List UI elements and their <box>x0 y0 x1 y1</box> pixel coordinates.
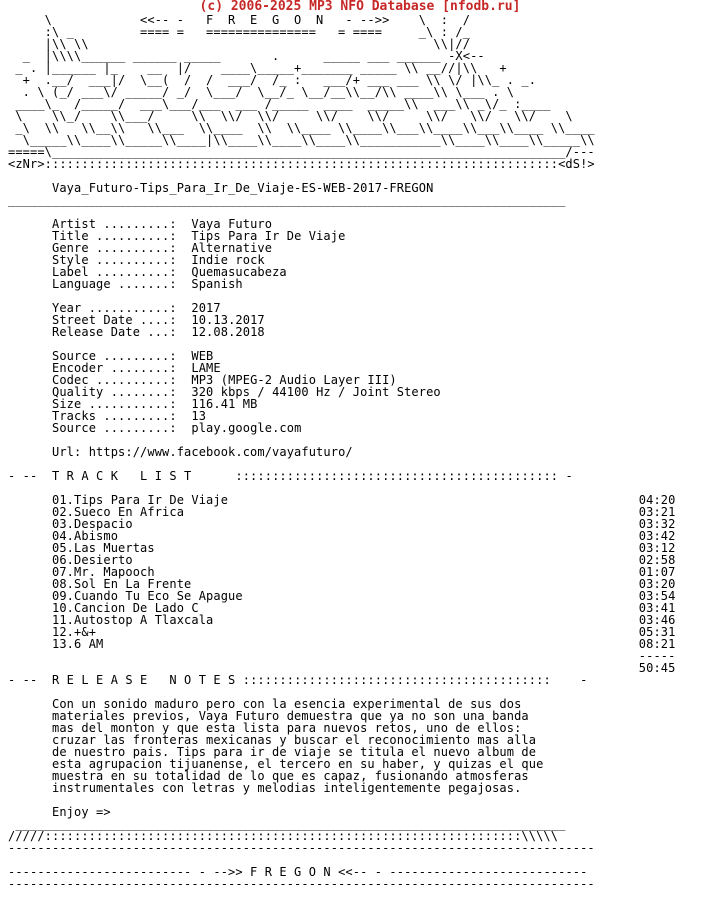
notes-line <box>8 782 676 794</box>
info-label: Genre ..........: <box>52 241 177 255</box>
track-time: 03:54 <box>638 589 676 603</box>
info-value: WEB <box>191 349 214 363</box>
logo-line: ____\_ /_____/ ___\___/___ ___ /_____ ____ _____\\ ___\\ _\/_ :____ <box>8 97 551 111</box>
info-label: Codec ..........: <box>52 373 177 387</box>
section-rule-end: - <box>565 469 573 483</box>
info-value: Quemasucabeza <box>191 265 287 279</box>
gap <box>177 325 192 339</box>
track-time: 03:41 <box>638 601 676 615</box>
track-time: 03:32 <box>638 517 676 531</box>
logo-line: =====\______________________________________________________________________/--- <box>8 145 595 159</box>
track-title: 11.Autostop A Tlaxcala <box>52 613 214 627</box>
footer-rule: -------------------------------------------------------------------------------- <box>8 841 595 855</box>
release-notes-fill: :::::::::::::::::::::::::::::::::::::::::: <box>242 673 551 687</box>
footer-rule-bottom: -------------------------------------------------------------------------------- <box>8 877 595 891</box>
url-line: Url: https://www.facebook.com/vayafuturo/ <box>52 445 353 459</box>
tracklist-fill: :::::::::::::::::::::::::::::::::::::::::::: <box>235 469 559 483</box>
track-time: 05:31 <box>638 625 676 639</box>
info-value: LAME <box>191 361 221 375</box>
notes-text: mas del monton y que esta lista para nuevos retos, uno de ellos: <box>52 721 522 735</box>
info-value: Vaya Futuro <box>191 217 273 231</box>
nfo-document <box>8 14 676 890</box>
section-rule: - -- <box>8 673 38 687</box>
track-time: 08:21 <box>638 637 676 651</box>
footer-sign-right: <<-- - --------------------------- <box>330 865 588 879</box>
gap <box>177 277 192 291</box>
section-rule-end: - <box>580 673 588 687</box>
info-label: Source .........: <box>52 349 177 363</box>
footer-top-rule: ___________________________________________________________________________ <box>8 817 566 831</box>
info-value: 320 kbps / 44100 Hz / Joint Stereo <box>191 385 441 399</box>
info-label: Year ...........: <box>52 301 177 315</box>
footer-art: /////:::::::::::::::::::::::::::::::::::::::::::::::::::::::::::::::::\\\\\ <box>8 829 559 843</box>
total-rule: ----- <box>638 649 676 663</box>
track-time: 02:58 <box>638 553 676 567</box>
track-title: 10.Cancion De Lado C <box>52 601 199 615</box>
notes-text: cruzar las fronteras mexicanas y buscar el reconocimiento mas alla <box>52 733 537 747</box>
info-label: Label ..........: <box>52 265 177 279</box>
track-title: 01.Tips Para Ir De Viaje <box>52 493 229 507</box>
info-row <box>8 326 676 338</box>
info-value: 12.08.2018 <box>191 325 265 339</box>
logo-line: :\ _ ==== = =============== = ==== _\ : /_ <box>8 25 471 39</box>
info-value: 10.13.2017 <box>191 313 265 327</box>
track-list <box>8 494 676 650</box>
info-value: MP3 (MPEG-2 Audio Layer III) <box>191 373 397 387</box>
track-title: 13.6 AM <box>52 637 104 651</box>
info-label: Release Date ...: <box>52 325 177 339</box>
info-label: Encoder ........: <box>52 361 177 375</box>
track-time: 04:20 <box>638 493 676 507</box>
track-time: 03:20 <box>638 577 676 591</box>
track-title: 03.Despacio <box>52 517 133 531</box>
info-row <box>8 278 676 290</box>
logo-line: . \ (_/ ___\/ _____/ _/ \___/ \__/_ \__/__\\__/\\ ____\\ \___ . \ <box>8 85 529 99</box>
track-time: 01:07 <box>638 565 676 579</box>
logo-line: |\\ \\ \\|// <box>8 37 471 51</box>
section-rule: - -- <box>8 469 38 483</box>
info-label: Source .........: <box>52 421 177 435</box>
track-title: 05.Las Muertas <box>52 541 155 555</box>
notes-text: instrumentales con letras y melodias inteligentemente pegajosas. <box>52 781 522 795</box>
track-title: 06.Desierto <box>52 553 133 567</box>
logo-line: \ <<-- - F R E G O N - -->> \ : / <box>8 13 471 27</box>
track-time: 03:46 <box>638 613 676 627</box>
logo-line: \_____\\____\\_____\\____|\\____\\____\\____\\___________\\____\\____\\_____\\ <box>8 133 595 147</box>
notes-text: Con un sonido maduro pero con la esencia experimental de sus dos <box>52 697 522 711</box>
ascii-logo <box>8 14 676 170</box>
info-label: Street Date ....: <box>52 313 177 327</box>
track-title: 09.Cuando Tu Eco Se Apague <box>52 589 243 603</box>
info-value: Alternative <box>191 241 273 255</box>
info-value: play.google.com <box>191 421 302 435</box>
logo-line: _ . |______ |_ __ |/ ____\_____+_______ _____ \\ __//|\\ + <box>8 61 507 75</box>
notes-text: esta agrupacion tijuanense, el tercero en su haber, y quizas el que <box>52 757 544 771</box>
info-label: Language .......: <box>52 277 177 291</box>
info-label: Size ...........: <box>52 397 177 411</box>
info-label: Style ..........: <box>52 253 177 267</box>
track-title: 12.+&+ <box>52 625 97 639</box>
info-label: Quality ........: <box>52 385 177 399</box>
logo-line: + .__/ ___|/ \__( / / ___/ /_ : ___/+ ___ ___ \\ \/ |\\_ . _. <box>8 73 537 87</box>
logo-line: \ \\_/ \\___/ \\ \\/ \\/ \\/ \\/ \\/ \\/ \\/ \ <box>8 109 581 123</box>
footer-sign-left: ------------------------- - -->> <box>8 865 251 879</box>
track-time: 03:12 <box>638 541 676 555</box>
info-row <box>8 422 676 434</box>
info-value: 2017 <box>191 301 221 315</box>
notes-text: muestra en su totalidad de lo que es capaz, fusionando atmosferas <box>52 769 529 783</box>
info-label: Tracks .........: <box>52 409 177 423</box>
info-value: Indie rock <box>191 253 265 267</box>
notes-text: materiales previos, Vaya Futuro demuestra que ya no son una banda <box>52 709 529 723</box>
nfodb-copyright-header: (c) 2006-2025 MP3 NFO Database [nfodb.ru] <box>199 0 521 14</box>
footer-sign-name: F R E G O N <box>250 865 331 879</box>
track-title: 08.Sol En La Frente <box>52 577 192 591</box>
logo-line: _ |\\\\______ ______ _____ . _____ ___ ______ -X<-- <box>8 49 485 63</box>
track-title: 04.Abismo <box>52 529 119 543</box>
logo-line: <zNr>::::::::::::::::::::::::::::::::::::::::::::::::::::::::::::::::::::::<dS!> <box>8 157 595 171</box>
info-value: Tips Para Ir De Viaje <box>191 229 346 243</box>
gap <box>177 421 192 435</box>
divider: ____________________________________________________________________________ <box>8 193 566 207</box>
info-value: Spanish <box>191 277 243 291</box>
release-name: Vaya_Futuro-Tips_Para_Ir_De_Viaje-ES-WEB-2017-FREGON <box>52 181 434 195</box>
release-info <box>8 218 676 434</box>
track-title: 02.Sueco En Africa <box>52 505 185 519</box>
info-value: 116.41 MB <box>191 397 258 411</box>
track-time: 03:42 <box>638 529 676 543</box>
info-value: 13 <box>191 409 207 423</box>
notes-text: de nuestro pais. Tips para ir de viaje se titula el nuevo album de <box>52 745 537 759</box>
enjoy-line: Enjoy => <box>52 805 111 819</box>
info-label: Title ..........: <box>52 229 177 243</box>
info-label: Artist .........: <box>52 217 177 231</box>
tracklist-title: T R A C K L I S T <box>52 469 192 483</box>
track-title: 07.Mr. Mapooch <box>52 565 155 579</box>
track-time: 03:21 <box>638 505 676 519</box>
release-notes-title: R E L E A S E N O T E S <box>52 673 236 687</box>
total-time: 50:45 <box>638 661 676 675</box>
logo-line: _\ \\ \\__\\ \\___ \\____ \\ \\____ \\____\\___\\____\\___\\____ \\____ <box>8 121 595 135</box>
release-notes <box>8 698 676 794</box>
